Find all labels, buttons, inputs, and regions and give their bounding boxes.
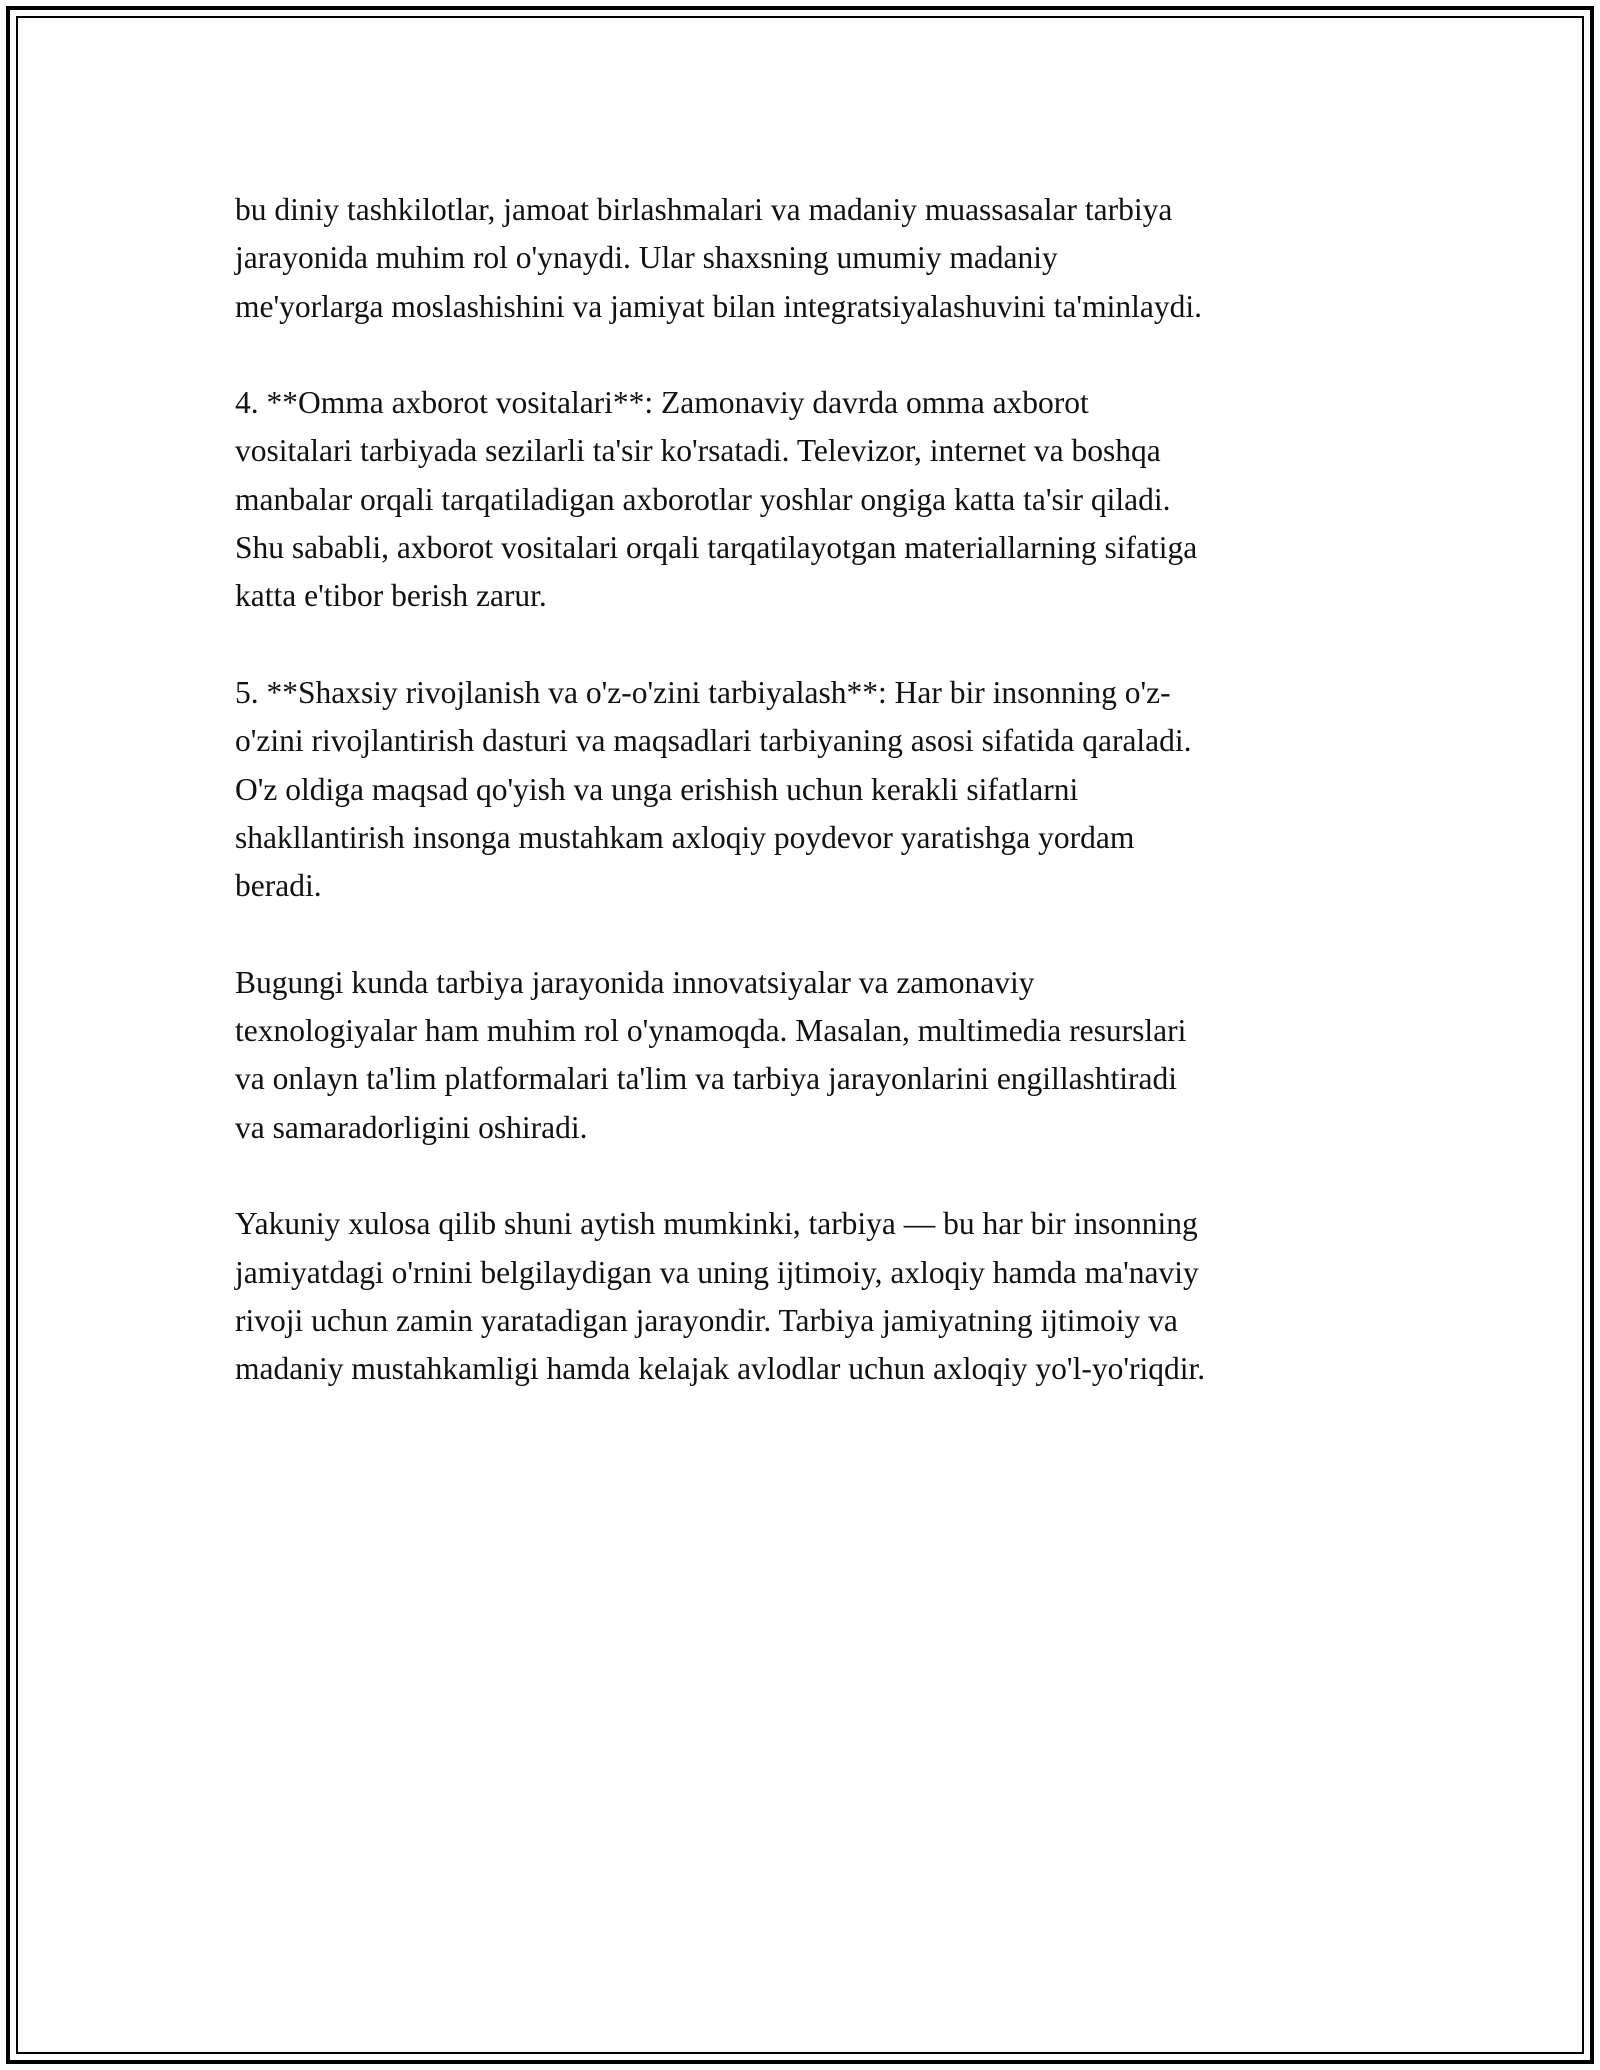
paragraph-institutions xyxy=(235,186,1385,331)
paragraph-conclusion xyxy=(235,1200,1385,1393)
text-line: 5. **Shaxsiy rivojlanish va o'z-o'zini tarbiyalash**: Har bir insonning o'z- xyxy=(235,674,1171,710)
text-line: o'zini rivojlantirish dasturi va maqsadlari tarbiyaning asosi sifatida qaraladi. xyxy=(235,723,1192,759)
text-line: me'yorlarga moslashishini va jamiyat bilan integratsiyalashuvini ta'minlaydi. xyxy=(235,288,1202,324)
paragraph-self-development xyxy=(235,669,1385,910)
text-line: katta e'tibor berish zarur. xyxy=(235,578,547,614)
paragraph-innovations xyxy=(235,959,1385,1152)
text-line: 4. **Omma axborot vositalari**: Zamonaviy davrda omma axborot xyxy=(235,385,1089,421)
text-line: rivoji uchun zamin yaratadigan jarayondir. Tarbiya jamiyatning ijtimoiy va xyxy=(235,1302,1178,1338)
text-line: bu diniy tashkilotlar, jamoat birlashmalari va madaniy muassasalar tarbiya xyxy=(235,192,1173,227)
text-line: shakllantirish insonga mustahkam axloqiy poydevor yaratishga yordam xyxy=(235,819,1135,855)
text-line: vositalari tarbiyada sezilarli ta'sir ko'rsatadi. Televizor, internet va boshqa xyxy=(235,433,1161,469)
text-line: beradi. xyxy=(235,868,322,904)
text-line: manbalar orqali tarqatiladigan axborotlar yoshlar ongiga katta ta'sir qiladi. xyxy=(235,481,1171,517)
document-body xyxy=(235,186,1385,1442)
text-line: va onlayn ta'lim platformalari ta'lim va tarbiya jarayonlarini engillashtiradi xyxy=(235,1061,1178,1097)
paragraph-mass-media xyxy=(235,379,1385,620)
text-line: Shu sababli, axborot vositalari orqali tarqatilayotgan materiallarning sifatiga xyxy=(235,530,1198,566)
text-line: texnologiyalar ham muhim rol o'ynamoqda. Masalan, multimedia resurslari xyxy=(235,1013,1187,1049)
text-line: Bugungi kunda tarbiya jarayonida innovatsiyalar va zamonaviy xyxy=(235,964,1035,1000)
text-line: madaniy mustahkamligi hamda kelajak avlodlar uchun axloqiy yo'l-yo'riqdir. xyxy=(235,1351,1206,1387)
text-line: jarayonida muhim rol o'ynaydi. Ular shaxsning umumiy madaniy xyxy=(235,240,1058,276)
text-line: jamiyatdagi o'rnini belgilaydigan va uning ijtimoiy, axloqiy hamda ma'naviy xyxy=(235,1254,1199,1290)
text-line: O'z oldiga maqsad qo'yish va unga erishish uchun kerakli sifatlarni xyxy=(235,771,1079,807)
text-line: va samaradorligini oshiradi. xyxy=(235,1109,588,1145)
text-line: Yakuniy xulosa qilib shuni aytish mumkinki, tarbiya — bu har bir insonning xyxy=(235,1206,1198,1242)
